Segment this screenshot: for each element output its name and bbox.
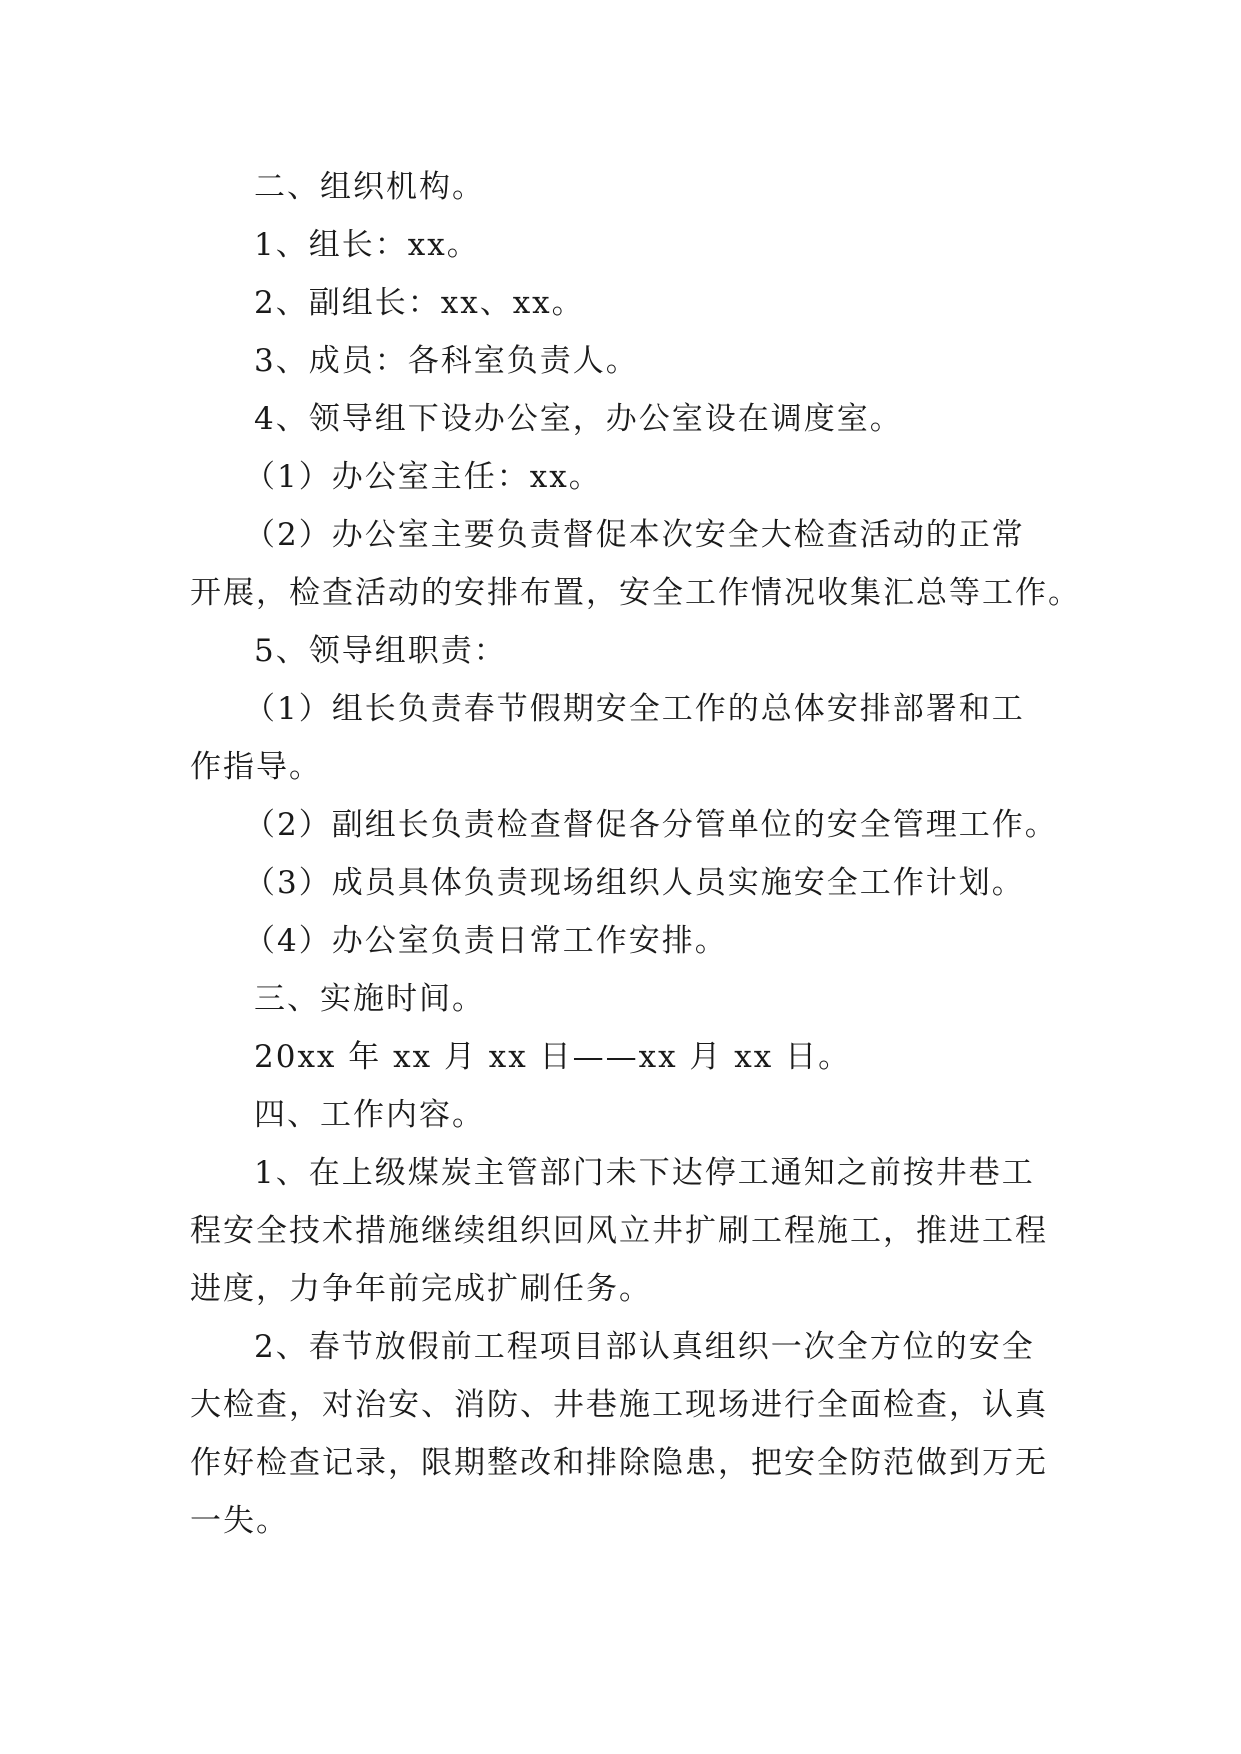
text-line: 作指导。 [190,749,322,785]
text-line: 1、组长：xx。 [254,227,480,263]
text-line: 3、成员：各科室负责人。 [254,343,639,379]
document-body [190,158,1081,1550]
text-line: （4）办公室负责日常工作安排。 [244,923,728,959]
text-line: 大检查，对治安、消防、井巷施工现场进行全面检查，认真 [190,1387,1048,1423]
text-line: 程安全技术措施继续组织回风立井扩刷工程施工，推进工程 [190,1213,1048,1249]
text-line: 5、领导组职责： [254,633,507,669]
text-line: 一失。 [190,1503,289,1539]
text-line: 三、实施时间。 [254,981,485,1017]
text-line: 四、工作内容。 [254,1097,485,1133]
text-line: 开展，检查活动的安排布置，安全工作情况收集汇总等工作。 [190,575,1081,611]
text-line: 20xx 年 xx 月 xx 日——xx 月 xx 日。 [254,1039,852,1075]
text-line: 二、组织机构。 [254,169,485,205]
text-line: （1）组长负责春节假期安全工作的总体安排部署和工 [244,691,1025,727]
text-line: 2、春节放假前工程项目部认真组织一次全方位的安全 [254,1329,1035,1365]
text-line: （2）办公室主要负责督促本次安全大检查活动的正常 [244,517,1025,553]
text-line: 4、领导组下设办公室，办公室设在调度室。 [254,401,903,437]
text-line: 1、在上级煤炭主管部门未下达停工通知之前按井巷工 [254,1155,1035,1191]
text-line: （3）成员具体负责现场组织人员实施安全工作计划。 [244,865,1025,901]
text-line: 进度，力争年前完成扩刷任务。 [190,1271,652,1307]
text-line: 2、副组长：xx、xx。 [254,285,585,321]
text-line: （1）办公室主任：xx。 [244,459,602,495]
text-line: （2）副组长负责检查督促各分管单位的安全管理工作。 [244,807,1058,843]
text-line: 作好检查记录，限期整改和排除隐患，把安全防范做到万无 [190,1445,1048,1481]
